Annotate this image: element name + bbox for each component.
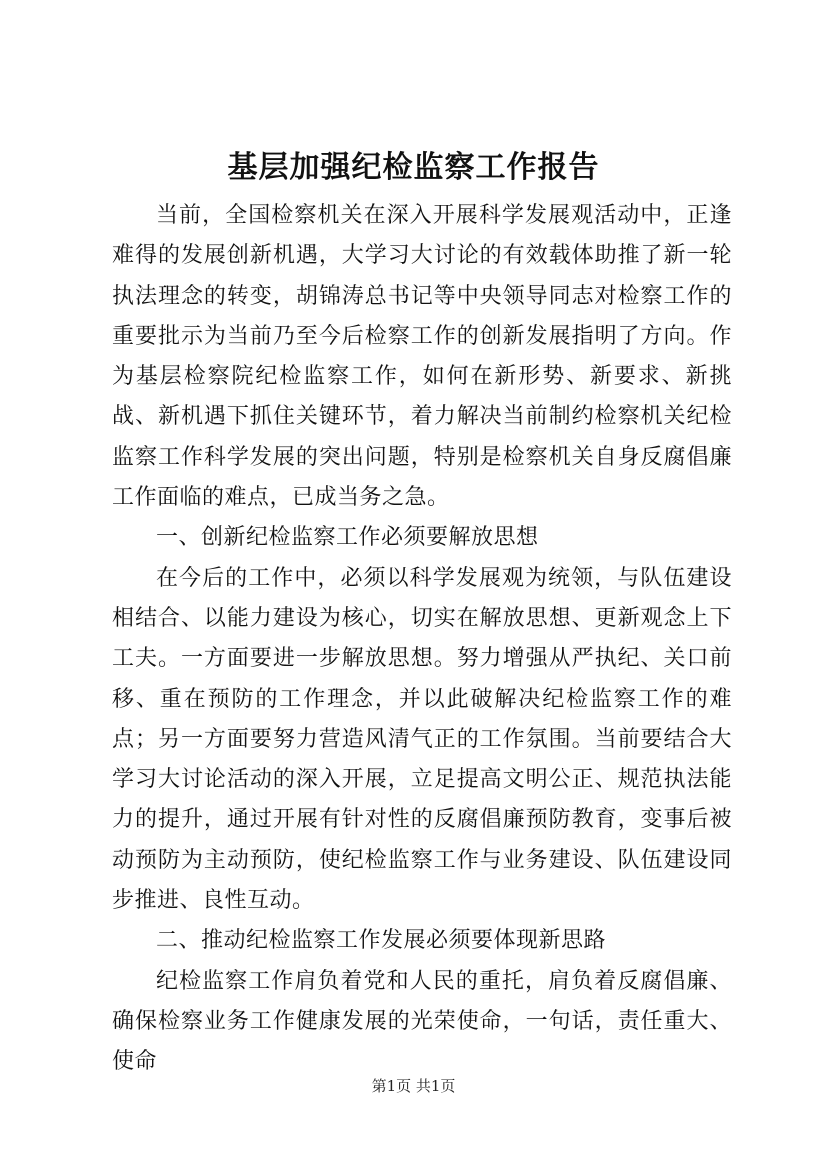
section-heading-2: 二、推动纪检监察工作发展必须要体现新思路 xyxy=(156,928,607,954)
paragraph-intro: 当前，全国检察机关在深入开展科学发展观活动中，正逢难得的发展创新机遇，大学习大讨论的有效载体助推了新一轮执法理念的转变，胡锦涛总书记等中央领导同志对检察工作的重要批示为当前乃至今后检察工作的创新发展指明了方向。作为基层检察院纪检监察工作，如何在新形势、新要求、新挑战、新机遇下抓住关键环节，着力解决当前制约检察机关纪检监察工作科学发展的突出问题，特别是检察机关自身反腐倡廉工作面临的难点，已成当务之急。 xyxy=(112,203,732,511)
section-heading-1: 一、创新纪检监察工作必须要解放思想 xyxy=(156,525,539,551)
page-footer: 第1页 共1页 xyxy=(371,1077,456,1095)
paragraph-section-2: 纪检监察工作肩负着党和人民的重托，肩负着反腐倡廉、确保检察业务工作健康发展的光荣使命，一句话，责任重大、使命 xyxy=(112,968,732,1075)
document-title: 基层加强纪检监察工作报告 xyxy=(227,150,600,185)
document-body xyxy=(112,196,732,1083)
paragraph-section-1: 在今后的工作中，必须以科学发展观为统领，与队伍建设相结合、以能力建设为核心，切实在解放思想、更新观念上下工夫。一方面要进一步解放思想。努力增强从严执纪、关口前移、重在预防的工作理念，并以此破解决纪检监察工作的难点；另一方面要努力营造风清气正的工作氛围。当前要结合大学习大讨论活动的深入开展，立足提高文明公正、规范执法能力的提升，通过开展有针对性的反腐倡廉预防教育，变事后被动预防为主动预防，使纪检监察工作与业务建设、队伍建设同步推进、良性互动。 xyxy=(112,565,732,914)
